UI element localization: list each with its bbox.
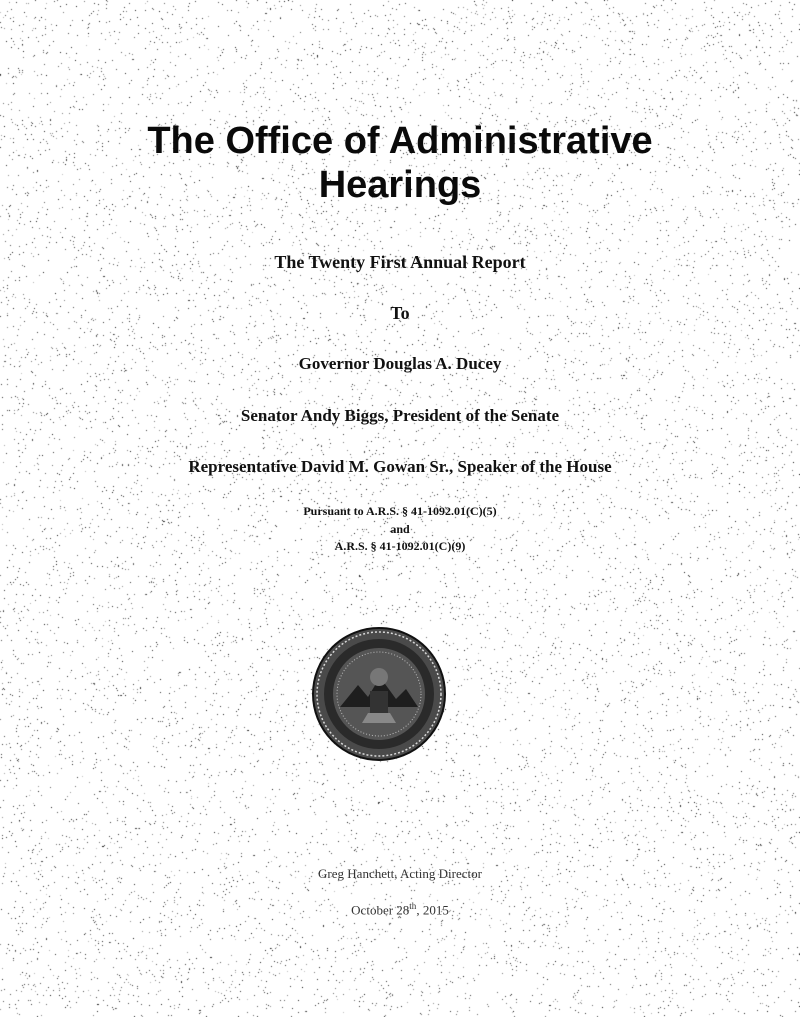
recipient-house-speaker: Representative David M. Gowan Sr., Speaker of the House: [188, 457, 612, 476]
statute-line-3: A.R.S. § 41-1092.01(C)(9): [334, 539, 466, 553]
date-ordinal: th: [409, 901, 417, 911]
page-title-line-1: The Office of Administrative: [147, 120, 653, 162]
statute-line-1: Pursuant to A.R.S. § 41-1092.01(C)(5): [303, 504, 497, 518]
state-seal-icon: [310, 625, 448, 763]
director-name: Greg Hanchett, Acting Director: [318, 866, 482, 881]
date-prefix: October 28: [351, 902, 410, 918]
date-year: , 2015: [416, 902, 449, 918]
recipient-governor: Governor Douglas A. Ducey: [298, 354, 502, 373]
to-label: To: [390, 303, 410, 323]
report-subtitle: The Twenty First Annual Report: [274, 252, 526, 272]
statute-line-2: and: [390, 522, 410, 536]
recipient-senate-president: Senator Andy Biggs, President of the Senate: [240, 406, 560, 425]
page-title-line-2: Hearings: [318, 164, 482, 206]
report-date: [0, 898, 800, 918]
